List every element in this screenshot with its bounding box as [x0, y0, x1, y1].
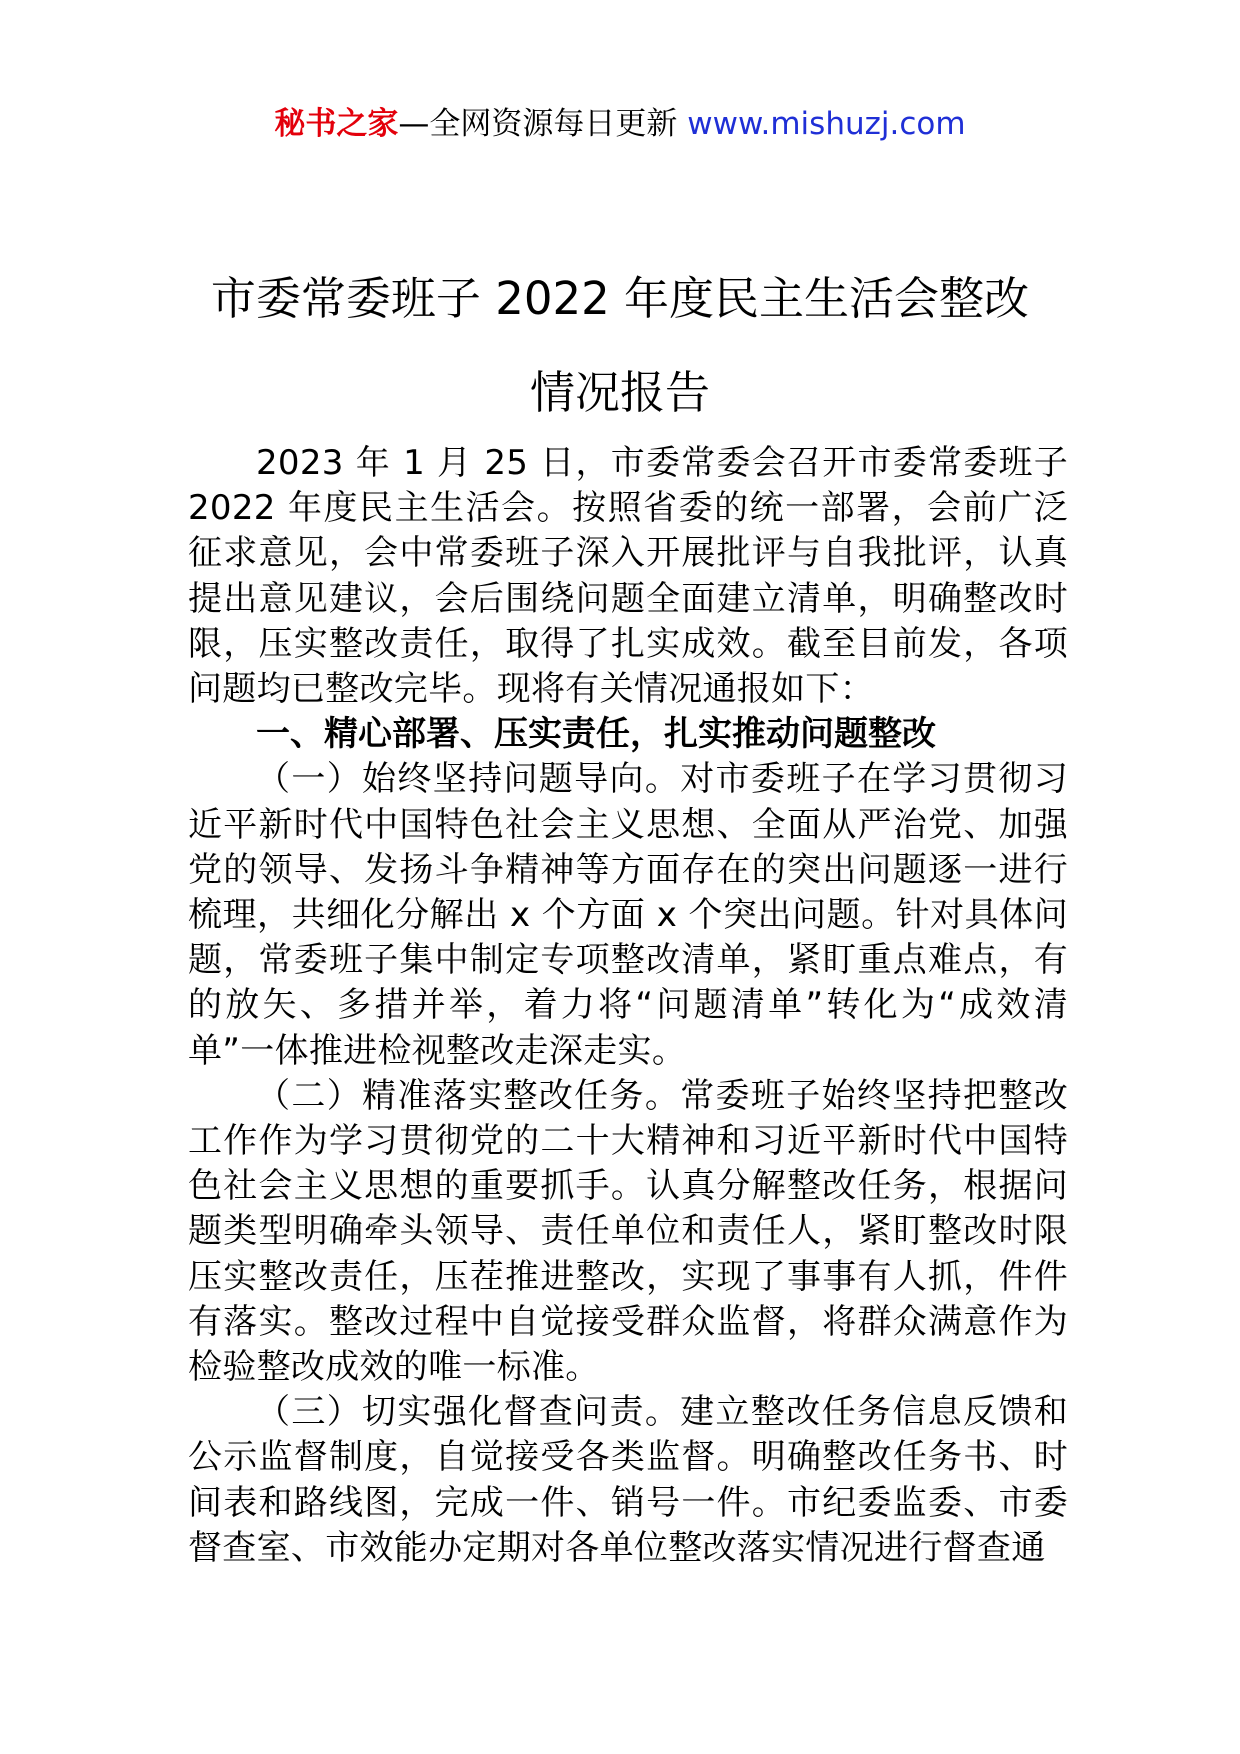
intro-paragraph: 2023 年 1 月 25 日，市委常委会召开市委常委班子 2022 年度民主生活会。按照省委的统一部署，会前广泛征求意见，会中常委班子深入开展批评与自我批评，认真提出意见建议，会后围绕问题全面建立清单，明确整改时限，压实整改责任，取得了扎实成效。截至目前发，各项问题均已整改完毕。现将有关情况通报如下：	[188, 443, 1068, 710]
site-url[interactable]: www.mishuzj.com	[687, 106, 966, 142]
paragraph-3: （三）切实强化督查问责。建立整改任务信息反馈和公示监督制度，自觉接受各类监督。明确整改任务书、时间表和路线图，完成一件、销号一件。市纪委监委、市委督查室、市效能办定期对各单位整改落实情况进行督查通	[188, 1392, 1068, 1568]
title-line-1: 市委常委班子 2022 年度民主生活会整改	[210, 272, 1030, 326]
section-heading-1: 一、精心部署、压实责任，扎实推动问题整改	[256, 714, 936, 755]
document-body	[188, 441, 1068, 1571]
site-tagline: —全网资源每日更新	[398, 106, 688, 142]
paragraph-2: （二）精准落实整改任务。常委班子始终坚持把整改工作作为学习贯彻党的二十大精神和习近平新时代中国特色社会主义思想的重要抓手。认真分解整改任务，根据问题类型明确牵头领导、责任单位和责任人，紧盯整改时限压实整改责任，压茬推进整改，实现了事事有人抓，件件有落实。整改过程中自觉接受群众监督，将群众满意作为检验整改成效的唯一标准。	[188, 1075, 1068, 1388]
site-brand: 秘书之家	[274, 106, 399, 142]
title-line-2: 情况报告	[529, 366, 710, 420]
document-title	[140, 252, 1100, 440]
site-header	[0, 98, 1240, 150]
paragraph-1: （一）始终坚持问题导向。对市委班子在学习贯彻习近平新时代中国特色社会主义思想、全面从严治党、加强党的领导、发扬斗争精神等方面存在的突出问题逐一进行梳理，共细化分解出 x 个方面 x 个突出问题。针对具体问题，常委班子集中制定专项整改清单，紧盯重点难点，有的放矢、多措并举，着力将“问题清单”转化为“成效清单”一体推进检视整改走深走实。	[188, 759, 1068, 1071]
